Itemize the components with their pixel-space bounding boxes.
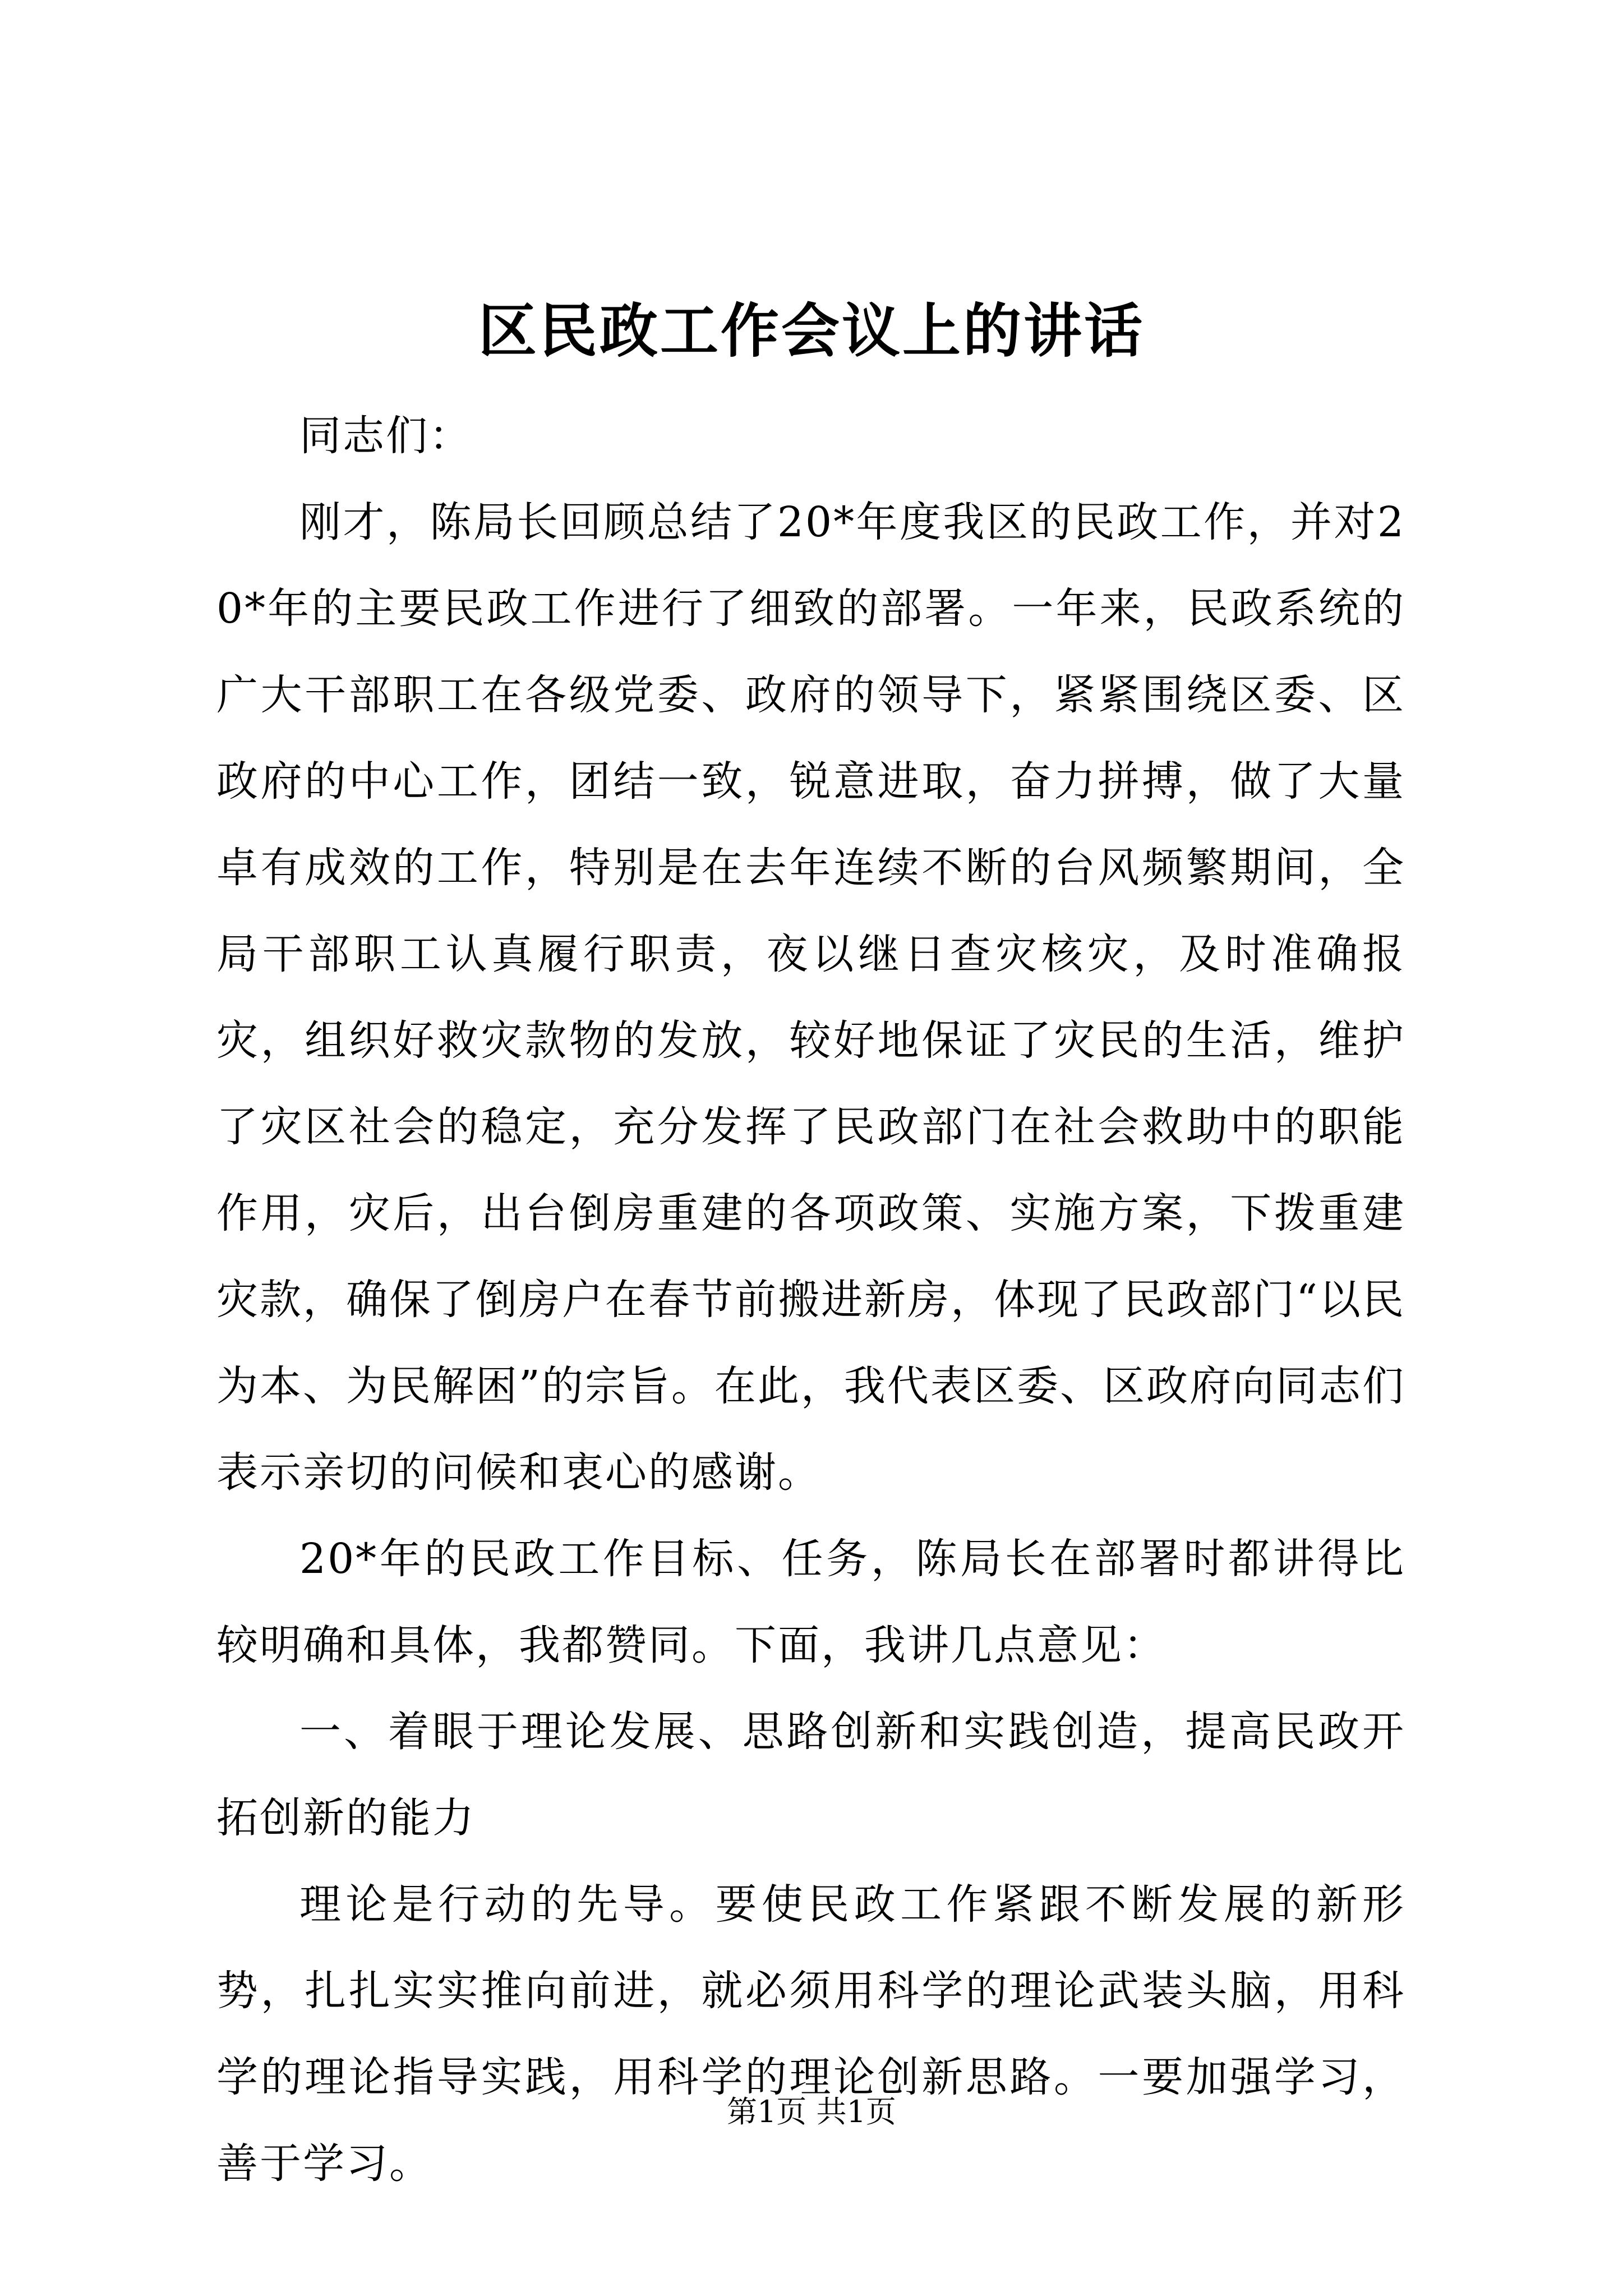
paragraph-review: 刚才，陈局长回顾总结了20*年度我区的民政工作，并对20*年的主要民政工作进行了细致的部署。一年来，民政系统的广大干部职工在各级党委、政府的领导下，紧紧围绕区委、区政府的中心工作，团结一致，锐意进取，奋力拼搏，做了大量卓有成效的工作，特别是在去年连续不断的台风频繁期间，全局干部职工认真履行职责，夜以继日查灾核灾，及时准确报灾，组织好救灾款物的发放，较好地保证了灾民的生活，维护了灾区社会的稳定，充分发挥了民政部门在社会救助中的职能作用，灾后，出台倒房重建的各项政策、实施方案，下拨重建灾款，确保了倒房户在春节前搬进新房，体现了民政部门“以民为本、为民解困”的宗旨。在此，我代表区委、区政府向同志们表示亲切的问候和衷心的感谢。 <box>216 498 1405 1497</box>
paragraph-goals: 20*年的民政工作目标、任务，陈局长在部署时都讲得比较明确和具体，我都赞同。下面，我讲几点意见： <box>216 1535 1405 1669</box>
document-title: 区民政工作会议上的讲话 <box>478 296 1145 365</box>
document-body <box>216 393 1405 2207</box>
section-heading-one: 一、着眼于理论发展、思路创新和实践创造，提高民政开拓创新的能力 <box>216 1708 1405 1842</box>
paragraph-theory: 理论是行动的先导。要使民政工作紧跟不断发展的新形势，扎扎实实推向前进，就必须用科学的理论武装头脑，用科学的理论指导实践，用科学的理论创新思路。一要加强学习，善于学习。 <box>216 1880 1405 2188</box>
page-footer: 第1页 共1页 <box>727 2094 896 2129</box>
paragraph-salutation: 同志们： <box>299 412 472 460</box>
